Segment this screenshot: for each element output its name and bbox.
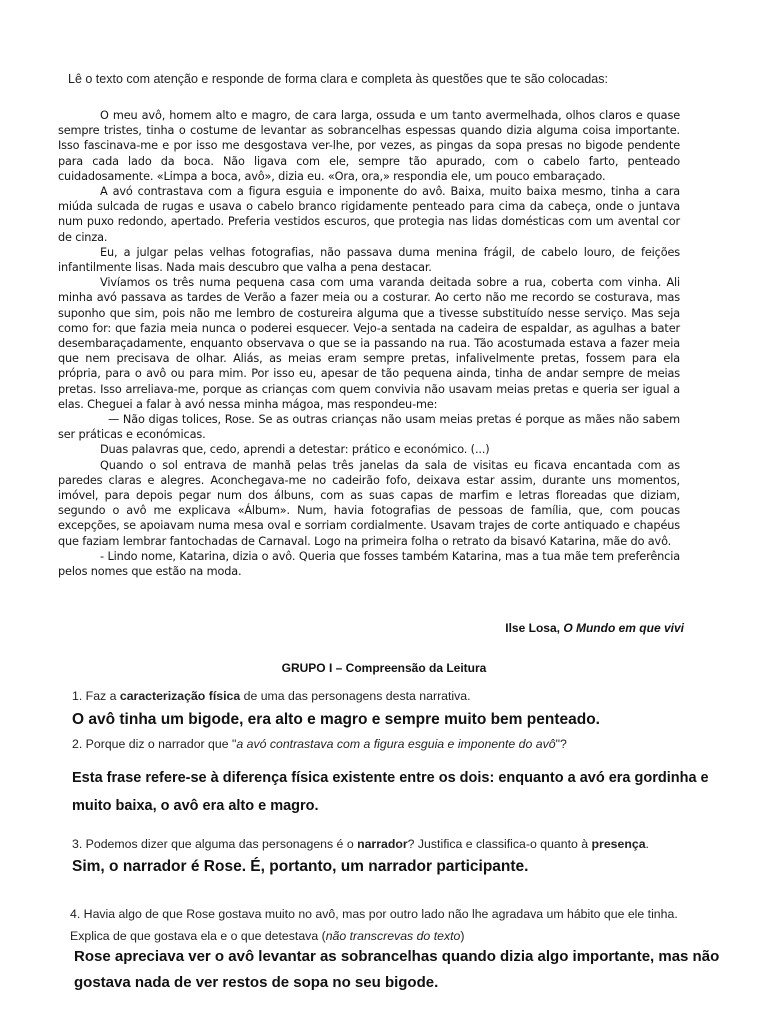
question-text-italic: a avó contrastava com a figura esguia e imponente do avô: [236, 737, 556, 751]
passage-paragraph: - Lindo nome, Katarina, dizia o avô. Queria que fosses também Katarina, mas a tua mãe tem preferência pelos nomes que estão na moda.: [58, 549, 680, 579]
passage-paragraph: — Não digas tolices, Rose. Se as outras crianças não usam meias pretas é porque as mães não sabem ser práticas e económicas.: [58, 413, 680, 442]
question-1: [72, 689, 471, 703]
question-number: 1.: [72, 689, 83, 703]
question-text: Podemos dizer que alguma das personagens é o: [82, 837, 358, 851]
question-text: "?: [555, 737, 567, 751]
passage-paragraph: Eu, a julgar pelas velhas fotografias, não passava duma menina frágil, de cabelo louro, de feições infantilmente lisas. Nada mais descubro que valha a pena destacar.: [58, 245, 680, 275]
question-text-italic: não transcrevas do texto: [325, 929, 461, 943]
question-text: ): [460, 929, 465, 943]
question-3: [72, 837, 649, 851]
source-work: O Mundo em que vivi: [563, 621, 684, 635]
answer-4: Rose apreciava ver o avô levantar as sobrancelhas quando dizia algo importante, mas não gostava nada de ver restos de sopa no seu bigode.: [74, 948, 720, 991]
reading-passage: [58, 108, 680, 579]
question-2: [72, 737, 567, 751]
passage-paragraph: A avó contrastava com a figura esguia e imponente do avô. Baixa, muito baixa mesmo, tinha a cara miúda sulcada de rugas e usava o cabelo branco rigidamente penteado para cima da cabeça, onde o juntava num puxo redondo, apertado. Preferia vestidos escuros, que protegia nas lidas domésticas com um avental cor de cinza.: [58, 185, 680, 244]
question-text-bold: caracterização física: [119, 689, 241, 703]
instructions: Lê o texto com atenção e responde de forma clara e completa às questões que te são colocadas:: [68, 72, 608, 86]
answer-1: O avô tinha um bigode, era alto e magro e sempre muito bem penteado.: [72, 711, 600, 728]
source-citation: [505, 621, 684, 635]
section-title: GRUPO I – Compreensão da Leitura: [281, 661, 487, 675]
passage-paragraph: Vivíamos os três numa pequena casa com uma varanda deitada sobre a rua, coberta com vinha. Ali minha avó passava as tardes de Verão a fazer meia ou a costurar. Ao certo não me recordo se costurava, mas suponho que sim, pois não me lembro de costureira alguma que a tivesse substituído nesse serviço. Mas seja como for: que fazia meia nunca o poderei esquecer. Vejo-a sentada na cadeira de espaldar, as agulhas a bater desembaraçadamente, enquanto observava o que se ia passando na rua. Tão acostumada estava a fazer meia que nem precisava de olhar. Aliás, as meias eram sempre pretas, infalivelmente pretas, fossem para ela própria, para o avô ou para mim. Por isso eu, apesar de tão pequena ainda, tinha de andar sempre de meias pretas. Isso arreliava-me, porque as crianças com quem convivia não usavam meias pretas e queria ser igual a elas. Cheguei a falar à avó nessa minha mágoa, mas respondeu-me:: [58, 276, 680, 411]
question-number: 3.: [72, 837, 83, 851]
question-text: Havia algo de que Rose gostava muito no avô, mas por outro lado não lhe agradava um hábito que ele tinha. Explica de que gostava ela e o que detestava (: [70, 907, 678, 943]
question-text-bold: narrador: [357, 837, 408, 851]
passage-paragraph: Quando o sol entrava de manhã pelas três janelas da sala de visitas eu ficava encantada com as paredes claras e alegres. Aconchegava-me no cadeirão fofo, deixava estar assim, durante uns momentos, imóvel, para depois pegar num dos álbuns, com as suas capas de marfim e letras floreadas que diziam, segundo o avô me explicava «Álbum». Num, havia fotografias de pessoas de família, que, com poucas excepções, se apoiavam numa mesa oval e sorriam cordialmente. Usavam trajes de corte antiquado e chapéus que faziam lembrar fantochadas de Carnaval. Logo na primeira folha o retrato da bisavó Katarina, mãe do avô.: [58, 458, 680, 548]
question-text: Faz a: [82, 689, 120, 703]
question-4: [70, 903, 720, 947]
answer-2: Esta frase refere-se à diferença física existente entre os dois: enquanto a avó era gordinha e muito baixa, o avô era alto e magro.: [72, 770, 709, 814]
answer-3: Sim, o narrador é Rose. É, portanto, um narrador participante.: [72, 858, 529, 875]
question-text-bold: presença: [591, 837, 646, 851]
question-number: 2.: [72, 737, 83, 751]
question-text: .: [645, 837, 649, 851]
question-text: de uma das personagens desta narrativa.: [240, 689, 471, 703]
passage-paragraph: O meu avô, homem alto e magro, de cara larga, ossuda e um tanto avermelhada, olhos claros e quase sempre tristes, tinha o costume de levantar as sobrancelhas espessas quando dizia alguma coisa importante. Isso fascinava-me e por isso me desgostava ver-lhe, por vezes, as pingas da sopa presas no bigode pendente para cada lado da boca. Não ligava com ele, sempre tão apurado, com o cabelo farto, penteado cuidadosamente. «Limpa a boca, avô», dizia eu. «Ora, ora,» respondia ele, um pouco embaraçado.: [58, 109, 680, 183]
passage-paragraph: Duas palavras que, cedo, aprendi a detestar: prático e económico. (...): [100, 443, 490, 457]
question-text: Porque diz o narrador que ": [82, 737, 237, 751]
question-number: 4.: [70, 907, 81, 921]
source-author: Ilse Losa,: [505, 621, 560, 635]
question-text: ? Justifica e classifica-o quanto à: [407, 837, 592, 851]
